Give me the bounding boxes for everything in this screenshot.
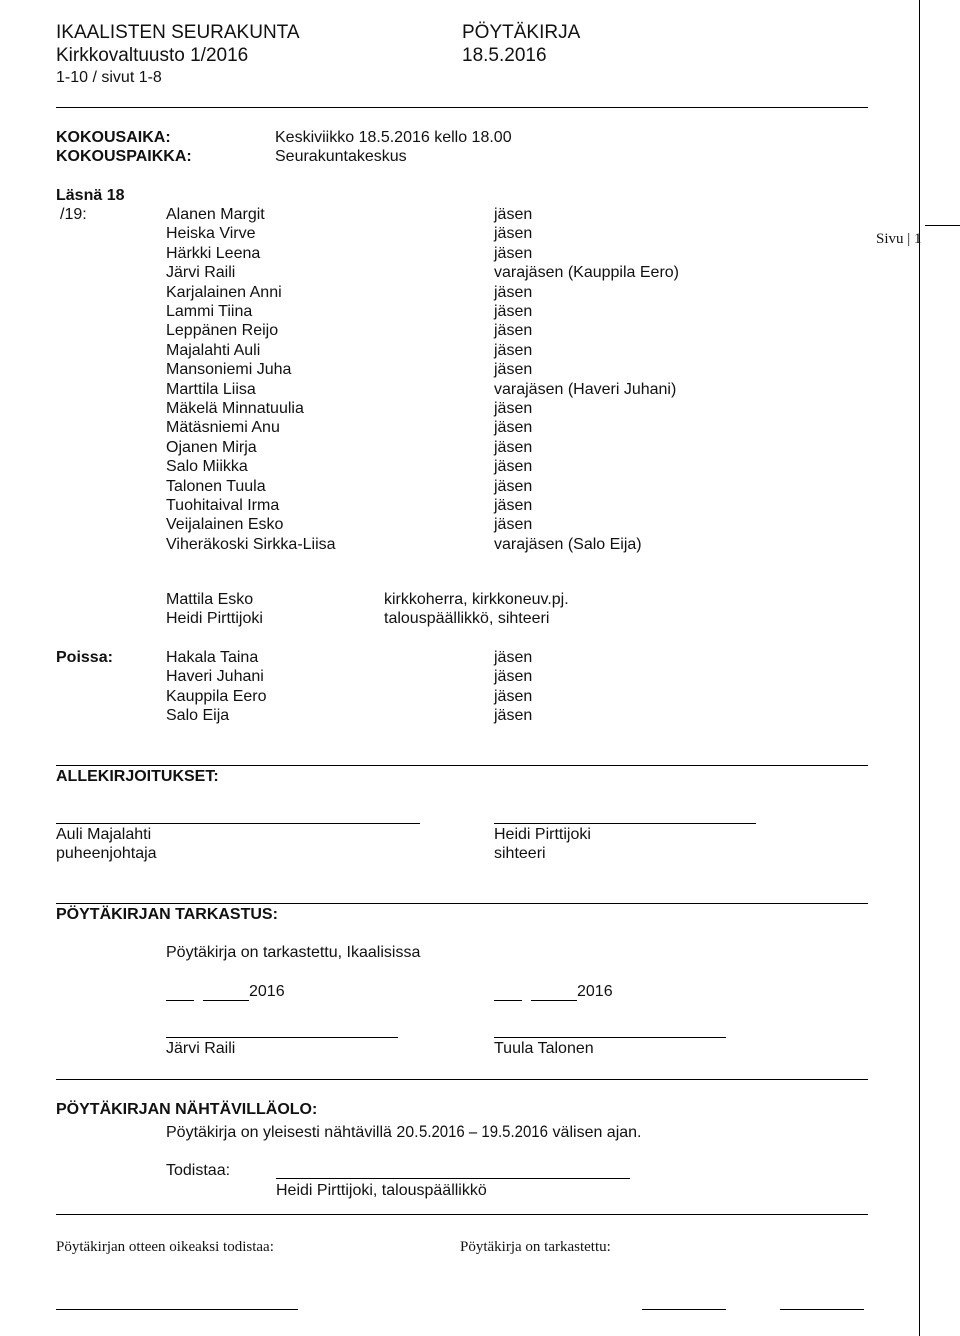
member-row	[0, 283, 700, 302]
signature-line-right	[494, 823, 756, 824]
page-marker-rule	[925, 225, 960, 226]
section-divider	[56, 1214, 868, 1215]
member-name: Tuohitaival Irma	[166, 497, 280, 514]
chair-title: puheenjohtaja	[56, 845, 157, 862]
member-name: Heiska Virve	[166, 225, 256, 243]
reviewer-line-left	[166, 1037, 398, 1038]
member-name: Mätäsniemi Anu	[166, 419, 280, 437]
member-row	[0, 496, 700, 515]
meeting-place-value: Seurakuntakeskus	[275, 148, 407, 165]
member-role: varajäsen (Haveri Juhani)	[494, 380, 677, 398]
review-year-left: 2016	[249, 983, 285, 1000]
member-name: Marttila Liisa	[166, 380, 256, 398]
absent-row	[0, 667, 700, 686]
other-name: Heidi Pirttijoki	[166, 610, 263, 628]
present-sub-label: /19:	[60, 206, 87, 223]
reviewer-right: Tuula Talonen	[494, 1040, 594, 1057]
member-role: jäsen	[494, 283, 533, 301]
absent-name: Kauppila Eero	[166, 687, 267, 705]
meeting-date: 18.5.2016	[462, 45, 547, 66]
review-year-right: 2016	[577, 983, 613, 1000]
page-range: 1-10 / sivut 1-8	[56, 69, 162, 86]
other-name: Mattila Esko	[166, 591, 254, 608]
section-divider	[56, 903, 868, 904]
review-statement: Pöytäkirja on tarkastettu, Ikaalisissa	[166, 944, 421, 961]
member-name: Karjalainen Anni	[166, 283, 282, 301]
member-name: Viheräkoski Sirkka-Liisa	[166, 535, 336, 553]
meeting-time-label: KOKOUSAIKA:	[56, 129, 171, 146]
member-row	[0, 380, 700, 399]
member-name: Alanen Margit	[166, 206, 265, 223]
member-row	[0, 477, 700, 496]
member-role: jäsen	[494, 225, 533, 243]
member-row	[0, 224, 700, 243]
member-name: Härkki Leena	[166, 244, 261, 262]
page-margin-line	[919, 0, 920, 1336]
reviewer-line-right	[494, 1037, 726, 1038]
absent-role: jäsen	[494, 668, 533, 686]
meeting-place-label: KOKOUSPAIKKA:	[56, 148, 192, 165]
footer-extract-certification: Pöytäkirjan otteen oikeaksi todistaa:	[56, 1239, 274, 1255]
member-role: varajäsen (Salo Eija)	[494, 535, 642, 553]
meeting-time-value: Keskiviikko 18.5.2016 kello 18.00	[275, 129, 512, 146]
footer-line-right	[780, 1309, 864, 1310]
date-blank-day-left	[166, 1000, 194, 1001]
absent-row	[0, 706, 700, 725]
member-row	[0, 341, 700, 360]
meeting-name: Kirkkovaltuusto 1/2016	[56, 45, 249, 66]
member-role: jäsen	[494, 477, 533, 495]
member-row	[0, 263, 700, 282]
certifier: Heidi Pirttijoki, talouspäällikkö	[276, 1182, 487, 1199]
member-role: jäsen	[494, 361, 533, 379]
chair-name: Auli Majalahti	[56, 826, 152, 843]
member-role: jäsen	[494, 497, 533, 514]
display-text-start: Pöytäkirja on yleisesti nähtävillä 20.	[166, 1124, 419, 1141]
other-role: talouspäällikkö, sihteeri	[384, 610, 550, 628]
secretary-title: sihteeri	[494, 845, 546, 862]
member-role: jäsen	[494, 206, 533, 223]
member-row	[0, 244, 700, 263]
member-role: jäsen	[494, 303, 533, 320]
absent-role: jäsen	[494, 687, 533, 705]
other-row	[0, 590, 700, 609]
member-name: Järvi Raili	[166, 264, 236, 282]
display-heading: PÖYTÄKIRJAN NÄHTÄVILLÄOLO:	[56, 1101, 318, 1118]
member-role: jäsen	[494, 458, 533, 476]
absent-row	[0, 648, 700, 667]
page-marker: Sivu | 1	[876, 231, 922, 247]
member-role: jäsen	[494, 244, 533, 262]
absent-name: Salo Eija	[166, 707, 230, 725]
member-role: jäsen	[494, 341, 533, 359]
member-name: Lammi Tiina	[166, 303, 253, 320]
display-text-end: välisen ajan.	[548, 1124, 642, 1141]
member-role: varajäsen (Kauppila Eero)	[494, 264, 679, 282]
footer-reviewed: Pöytäkirja on tarkastettu:	[460, 1239, 611, 1255]
absent-role: jäsen	[494, 707, 533, 725]
other-role: kirkkoherra, kirkkoneuv.pj.	[384, 591, 569, 608]
display-text	[166, 1122, 642, 1142]
member-row	[0, 302, 700, 321]
signature-line-left	[56, 823, 420, 824]
signatures-heading: ALLEKIRJOITUKSET:	[56, 768, 219, 785]
member-row	[0, 535, 700, 554]
display-dates: 5.2016 – 19.5.2016	[418, 1122, 548, 1141]
member-role: jäsen	[494, 516, 533, 534]
certify-label: Todistaa:	[166, 1162, 231, 1179]
member-name: Leppänen Reijo	[166, 322, 279, 340]
member-role: jäsen	[494, 419, 533, 437]
member-name: Majalahti Auli	[166, 341, 261, 359]
absent-role: jäsen	[494, 649, 533, 666]
member-role: jäsen	[494, 400, 533, 417]
present-count-label: Läsnä 18	[56, 187, 125, 204]
date-blank-month-right	[531, 1000, 577, 1001]
footer-line-left	[56, 1309, 298, 1310]
absent-row	[0, 687, 700, 706]
member-row	[0, 418, 700, 437]
member-role: jäsen	[494, 438, 533, 456]
reviewer-left: Järvi Raili	[166, 1040, 236, 1057]
member-name: Salo Miikka	[166, 458, 248, 476]
member-name: Veijalainen Esko	[166, 516, 284, 534]
member-row	[0, 457, 700, 476]
member-name: Mäkelä Minnatuulia	[166, 400, 304, 417]
other-row	[0, 609, 700, 628]
secretary-name: Heidi Pirttijoki	[494, 826, 591, 843]
member-name: Mansoniemi Juha	[166, 361, 292, 379]
member-row	[0, 321, 700, 340]
date-blank-day-right	[494, 1000, 522, 1001]
absent-label: Poissa:	[56, 649, 113, 666]
member-name: Ojanen Mirja	[166, 438, 257, 456]
review-heading: PÖYTÄKIRJAN TARKASTUS:	[56, 906, 278, 923]
member-name: Talonen Tuula	[166, 477, 266, 495]
footer-line-mid	[642, 1309, 726, 1310]
member-row	[0, 205, 700, 224]
section-divider	[56, 765, 868, 766]
header-divider	[56, 107, 868, 108]
organization-name: IKAALISTEN SEURAKUNTA	[56, 22, 300, 43]
member-role: jäsen	[494, 322, 533, 340]
member-row	[0, 399, 700, 418]
absent-name: Haveri Juhani	[166, 668, 264, 686]
document-type: PÖYTÄKIRJA	[462, 22, 581, 43]
member-row	[0, 438, 700, 457]
certify-line	[276, 1178, 630, 1179]
date-blank-month-left	[203, 1000, 249, 1001]
absent-name: Hakala Taina	[166, 649, 259, 666]
section-divider	[56, 1079, 868, 1080]
member-row	[0, 515, 700, 534]
member-row	[0, 360, 700, 379]
